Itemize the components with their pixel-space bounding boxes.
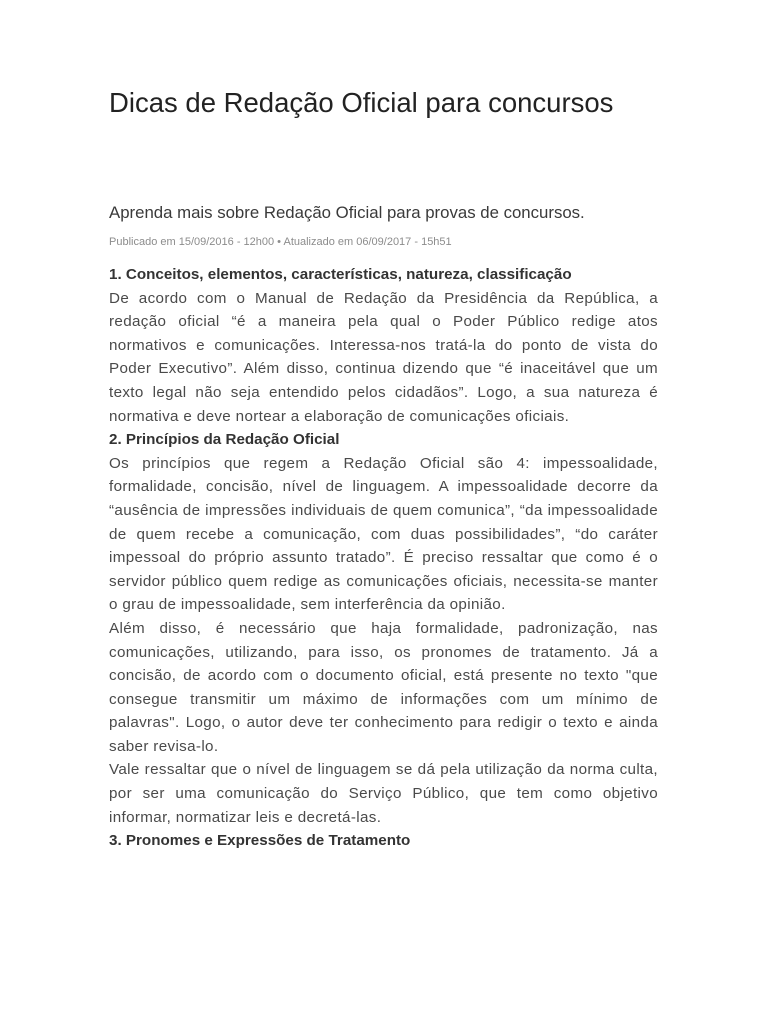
section-pronouns xyxy=(109,829,658,853)
article-body xyxy=(109,263,658,853)
article-title: Dicas de Redação Oficial para concursos xyxy=(109,87,614,118)
section-heading: 1. Conceitos, elementos, características, natureza, classificação xyxy=(109,266,572,283)
paragraph: De acordo com o Manual de Redação da Presidência da República, a redação oficial “é a maneira pela qual o Poder Público redige atos normativos e comunicações. Interessa-nos tratá-la do ponto de vista do Poder Executivo”. Além disso, continua dizendo que “é inaceitável que um texto legal não seja entendido pelos cidadãos”. Logo, a sua natureza é normativa e deve nortear a elaboração de comunicações oficiais. xyxy=(109,289,658,425)
article-subtitle: Aprenda mais sobre Redação Oficial para provas de concursos. xyxy=(109,203,585,222)
paragraph: Além disso, é necessário que haja formalidade, padronização, nas comunicações, utilizando, para isso, os pronomes de tratamento. Já a concisão, de acordo com o documento oficial, está presente no texto "que consegue transmitir um máximo de informações com um mínimo de palavras". Logo, o autor deve ter conhecimento para redigir o texto e ainda saber revisa-lo. xyxy=(109,619,658,755)
paragraph: Os princípios que regem a Redação Oficial são 4: impessoalidade, formalidade, concisão, nível de linguagem. A impessoalidade decorre da “ausência de impressões individuais de quem comunica”, “da impessoalidade de quem recebe a comunicação, com duas possibilidades”, “do caráter impessoal do próprio assunto tratado”. É preciso ressaltar que como é o servidor público quem redige as comunicações oficiais, necessita-se manter o grau de impessoalidade, sem interferência da opinião. xyxy=(109,454,658,614)
section-concepts xyxy=(109,263,658,428)
publication-dates: Publicado em 15/09/2016 - 12h00 • Atualizado em 06/09/2017 - 15h51 xyxy=(109,236,452,248)
paragraph: Vale ressaltar que o nível de linguagem se dá pela utilização da norma culta, por ser uma comunicação do Serviço Público, que tem como objetivo informar, normatizar leis e decretá-las. xyxy=(109,761,658,826)
section-heading: 2. Princípios da Redação Oficial xyxy=(109,431,340,449)
section-principles xyxy=(109,428,658,829)
section-heading: 3. Pronomes e Expressões de Tratamento xyxy=(109,832,411,850)
